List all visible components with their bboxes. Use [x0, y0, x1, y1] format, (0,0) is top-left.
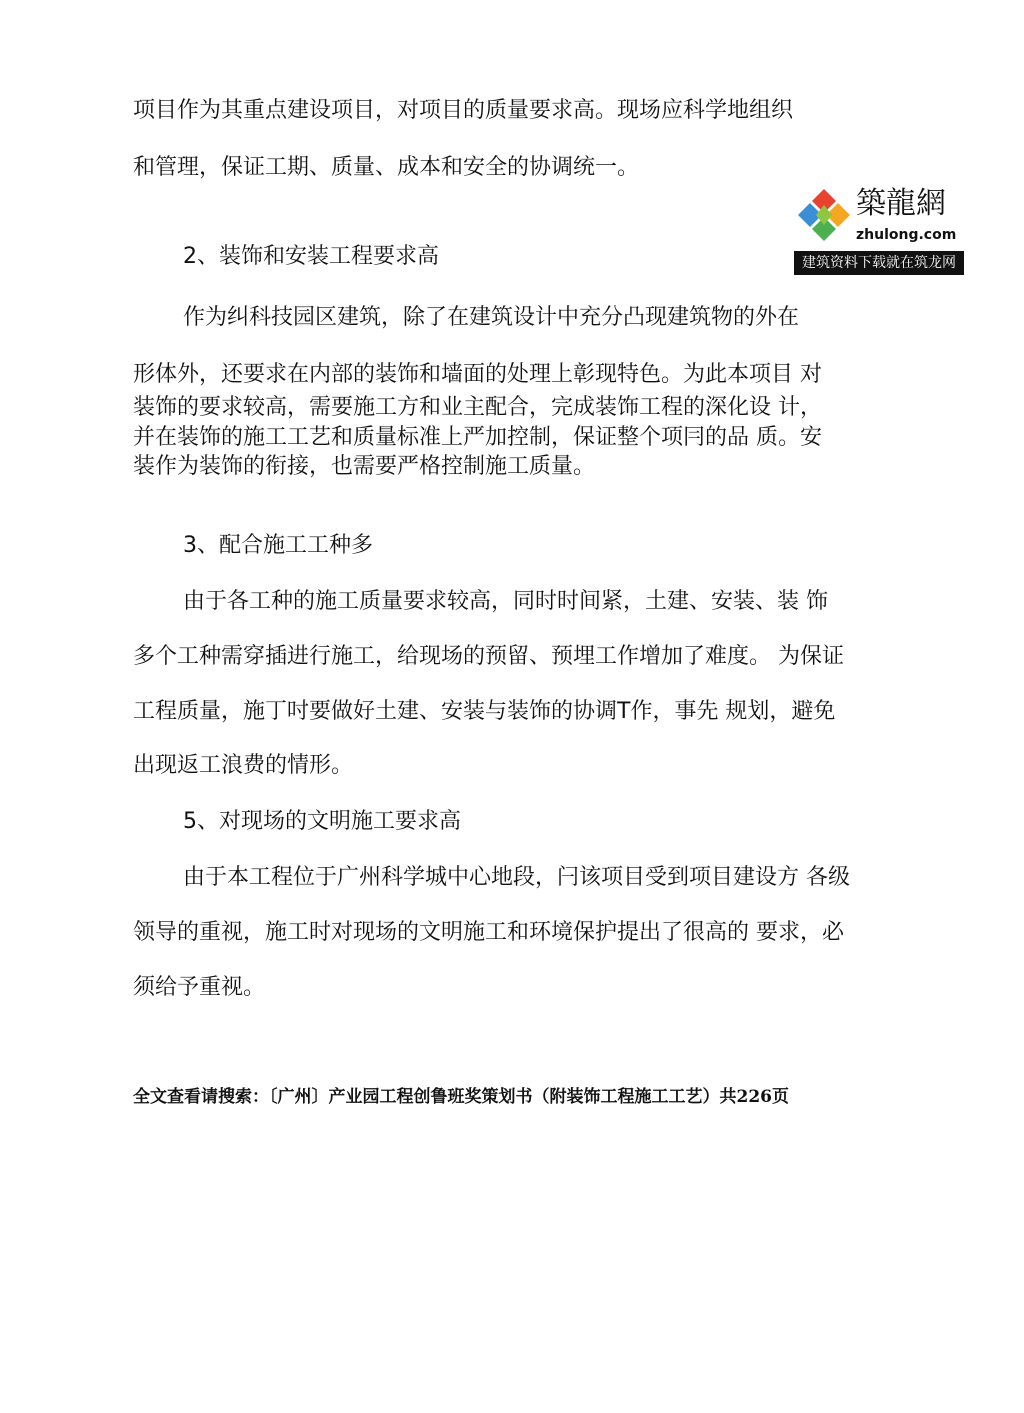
section-heading: 5、对现场的文明施工要求高 — [183, 809, 461, 834]
zhulong-logo[interactable] — [794, 183, 966, 277]
paragraph-line: 出现返工浪费的情形。 — [133, 753, 354, 778]
logo-domain: zhulong.com — [856, 227, 957, 243]
paragraph-line: 作为纠科技园区建筑，除了在建筑设计中充分凸现建筑物的外在 — [183, 305, 800, 330]
paragraph-line: 装作为装饰的衔接，也需要严格控制施工质量。 — [133, 454, 596, 479]
logo-slogan: 建筑资料下载就在筑龙网 — [794, 251, 964, 275]
paragraph-line: 多个工种需穿插进行施工，给现场的预留、预埋工作增加了难度。 为保证 — [133, 644, 844, 669]
paragraph-line: 由于本工程位于广州科学城中心地段，闩该项目受到项目建设方 各级 — [183, 865, 850, 890]
section-heading: 2、装饰和安装工程要求高 — [183, 244, 439, 269]
paragraph-line: 项目作为其重点建设项目，对项目的质量要求高。现场应科学地组织 — [133, 98, 794, 123]
paragraph-line: 工程质量，施丁吋要做好土建、安装与装饰的协调T作，事先 规划，避免 — [133, 699, 836, 724]
search-hint-footer[interactable]: 全文查看请搜索：〔广州〕产业园工程创鲁班奖策划书（附装饰工程施工工艺）共226页 — [133, 1087, 789, 1107]
paragraph-line: 由于各工种的施工质量要求较高，同时时间紧，土建、安装、装 饰 — [183, 589, 828, 614]
paragraph-line: 和管理，保证工期、质量、成本和安全的协调统一。 — [133, 155, 640, 180]
paragraph-line: 装饰的要求较高，需要施工方和业主配合，完成装饰工程的深化设 计， — [133, 395, 822, 420]
logo-name: 築龍網 — [856, 186, 946, 221]
logo-mark-icon — [796, 187, 852, 243]
paragraph-line: 并在装饰的施工工艺和质量标准上严加控制，保证整个项冃的品 质。安 — [133, 425, 822, 450]
section-heading: 3、配合施工工种多 — [183, 533, 373, 558]
paragraph-line: 须给予重视。 — [133, 975, 266, 1000]
paragraph-line: 形体外，还要求在内部的装饰和墙面的处理上彰现特色。为此本项目 对 — [133, 362, 822, 387]
paragraph-line: 领导的重视，施工时对现场的文明施工和环境保护提出了很高的 要求，必 — [133, 920, 844, 945]
